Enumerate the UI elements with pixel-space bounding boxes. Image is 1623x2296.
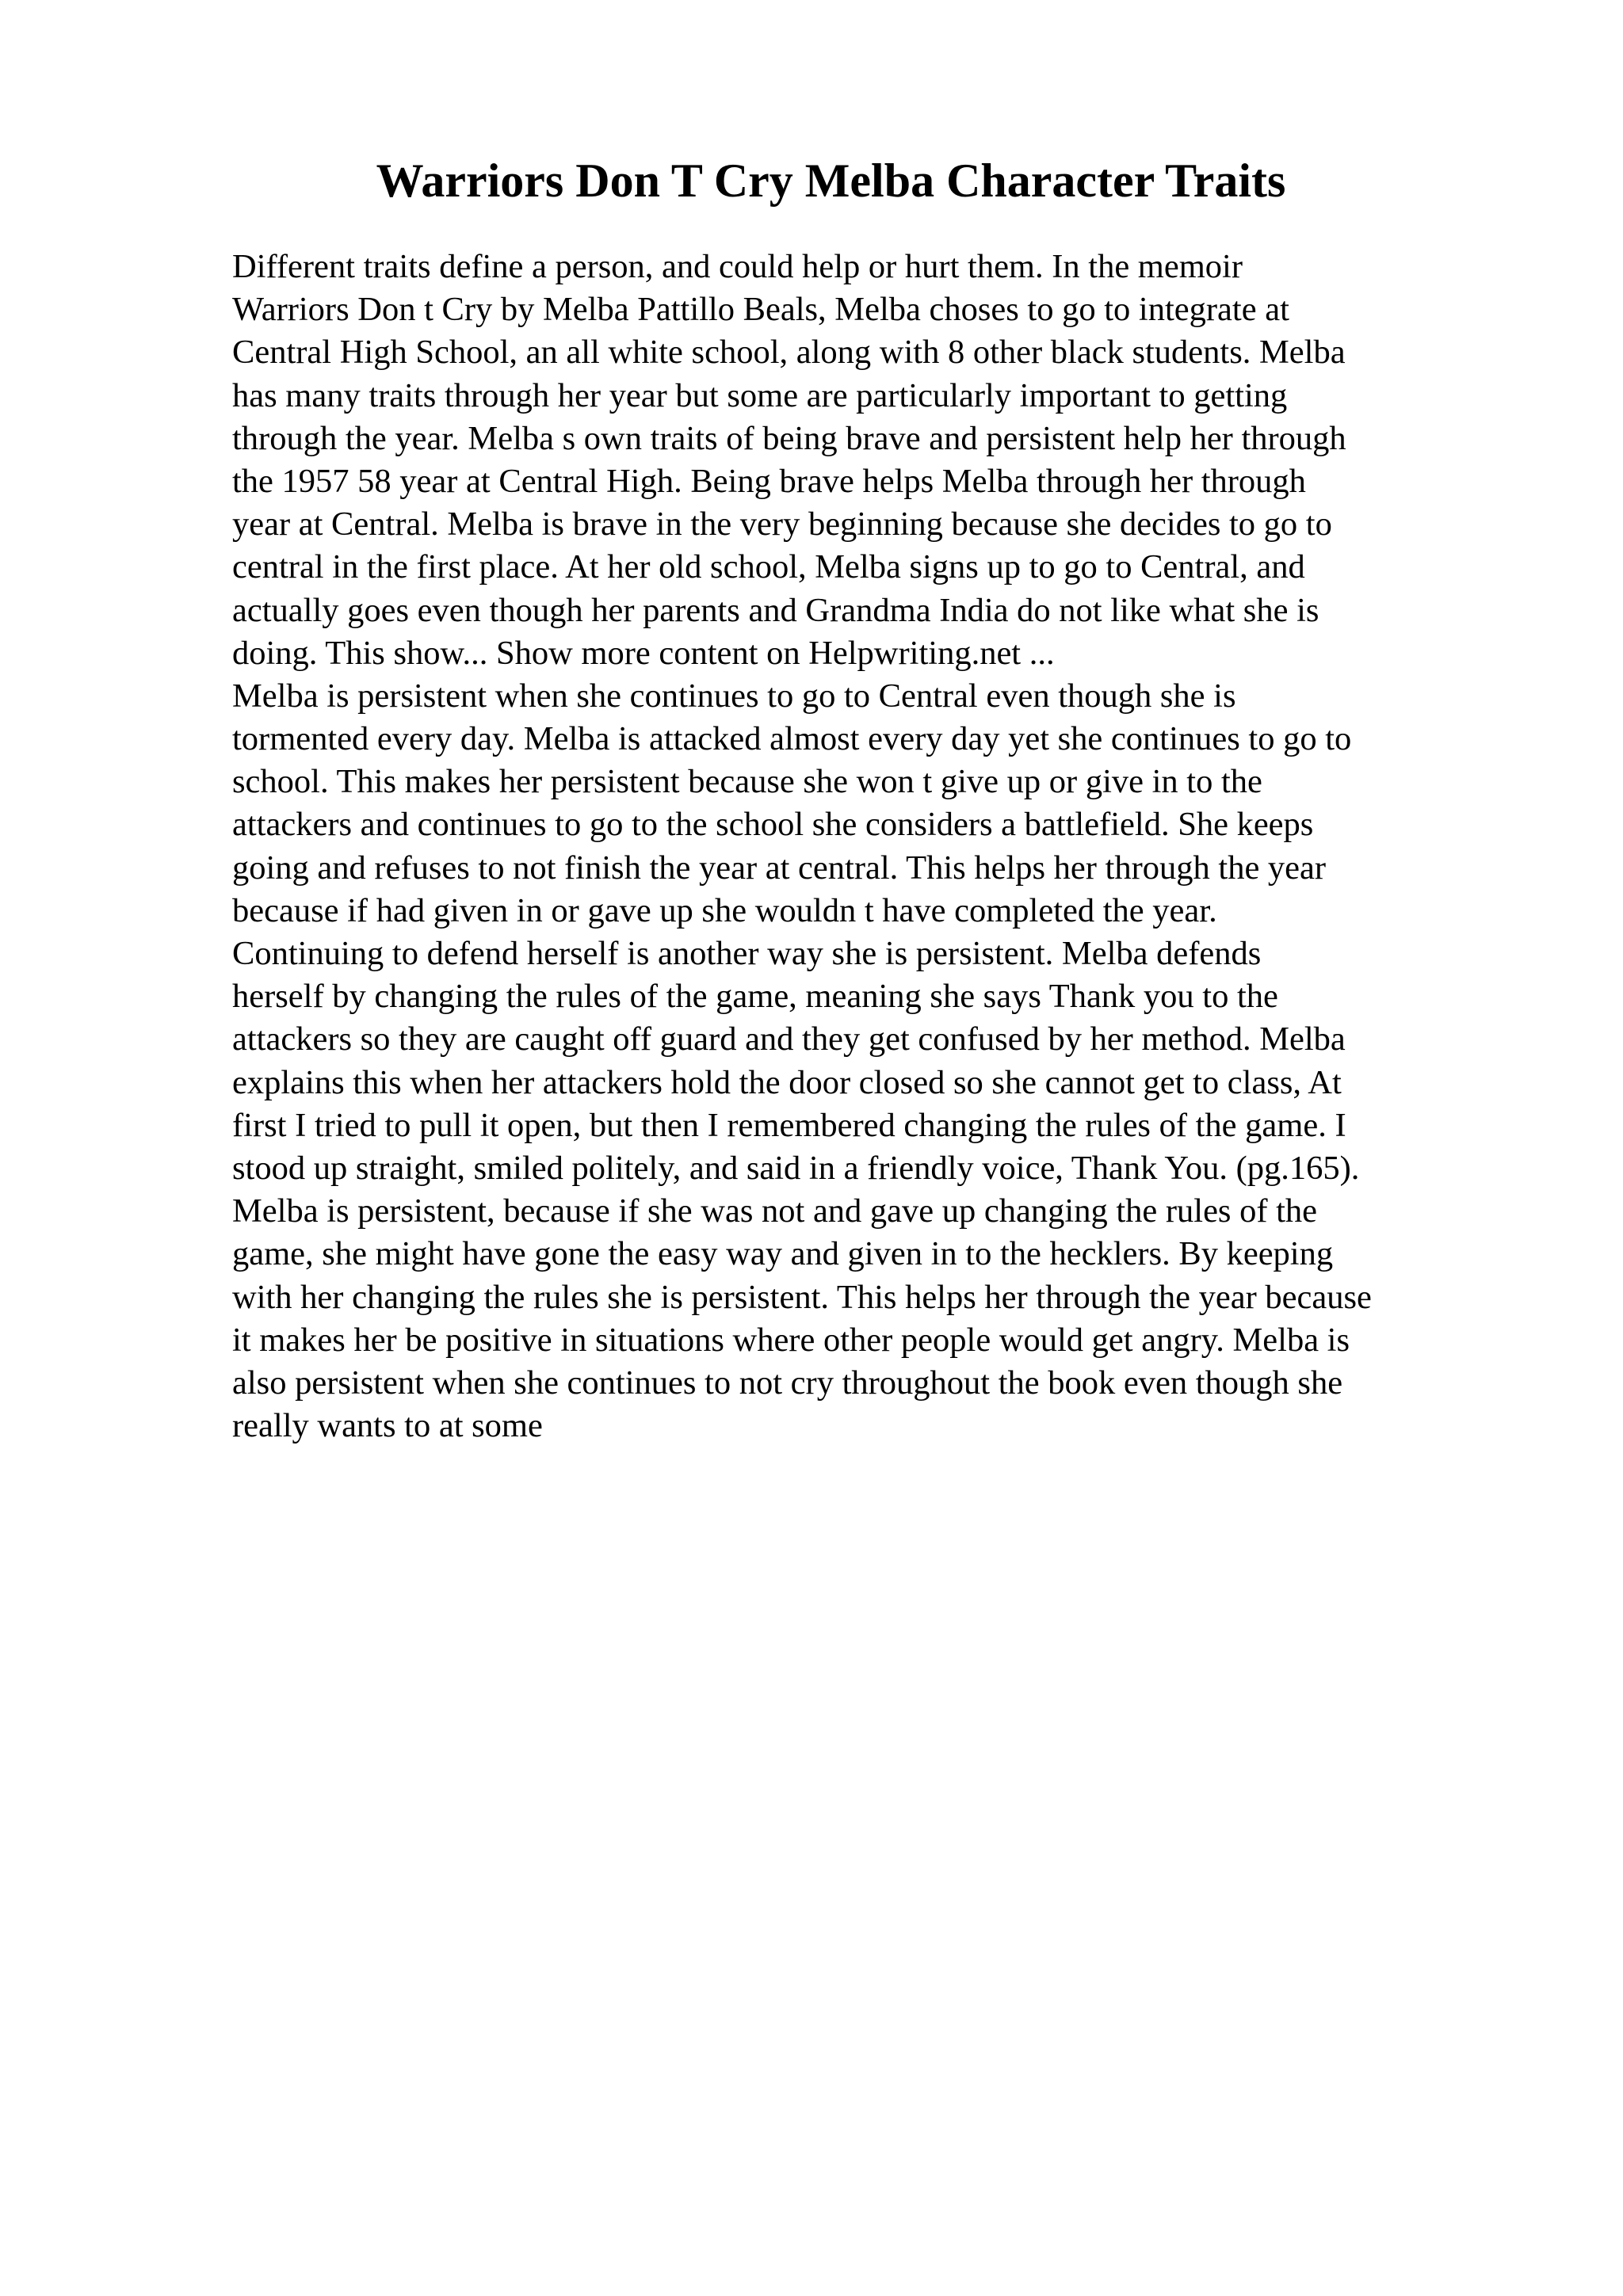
body-line: also persistent when she continues to not cry throughout the book even though she bbox=[232, 1363, 1343, 1402]
body-line: really wants to at some bbox=[232, 1407, 543, 1445]
body-line: it makes her be positive in situations where other people would get angry. Melba is bbox=[232, 1321, 1350, 1359]
body-line: central in the first place. At her old school, Melba signs up to go to Central, and bbox=[232, 548, 1305, 586]
body-line: the 1957 58 year at Central High. Being brave helps Melba through her through bbox=[232, 462, 1306, 500]
body-line: year at Central. Melba is brave in the very beginning because she decides to go to bbox=[232, 505, 1332, 543]
body-line: Continuing to defend herself is another way she is persistent. Melba defends bbox=[232, 935, 1262, 972]
body-line: Warriors Don t Cry by Melba Pattillo Beals, Melba choses to go to integrate at bbox=[232, 291, 1289, 329]
body-line: attackers so they are caught off guard and they get confused by her method. Melba bbox=[232, 1020, 1346, 1058]
body-line: doing. This show... Show more content on Helpwriting.net ... bbox=[232, 634, 1055, 672]
body-line: explains this when her attackers hold the door closed so she cannot get to class, At bbox=[232, 1063, 1342, 1101]
body-line: game, she might have gone the easy way and given in to the hecklers. By keeping bbox=[232, 1235, 1334, 1273]
body-line: Different traits define a person, and could help or hurt them. In the memoir bbox=[232, 248, 1243, 285]
body-line: with her changing the rules she is persistent. This helps her through the year because bbox=[232, 1278, 1372, 1316]
body-line: through the year. Melba s own traits of being brave and persistent help her through bbox=[232, 419, 1346, 457]
body-line: going and refuses to not finish the year at central. This helps her through the year bbox=[232, 849, 1327, 887]
body-line: tormented every day. Melba is attacked almost every day yet she continues to go to bbox=[232, 720, 1352, 758]
body-line: Melba is persistent, because if she was not and gave up changing the rules of the bbox=[232, 1192, 1318, 1230]
body-line: Central High School, an all white school, along with 8 other black students. Melba bbox=[232, 334, 1346, 372]
body-line: school. This makes her persistent because she won t give up or give in to the bbox=[232, 763, 1262, 801]
body-line: stood up straight, smiled politely, and said in a friendly voice, Thank You. (pg.165). bbox=[232, 1149, 1360, 1187]
body-line: has many traits through her year but some are particularly important to getting bbox=[232, 376, 1288, 414]
body-line: first I tried to pull it open, but then I remembered changing the rules of the game. I bbox=[232, 1106, 1346, 1144]
body-line: Melba is persistent when she continues to go to Central even though she is bbox=[232, 677, 1236, 715]
body-line: herself by changing the rules of the game, meaning she says Thank you to the bbox=[232, 978, 1278, 1016]
body-line: actually goes even though her parents and Grandma India do not like what she is bbox=[232, 591, 1319, 629]
body-line: attackers and continues to go to the school she considers a battlefield. She keeps bbox=[232, 806, 1314, 844]
body-line: because if had given in or gave up she wouldn t have completed the year. bbox=[232, 891, 1217, 929]
document-title: Warriors Don T Cry Melba Character Traits bbox=[376, 154, 1286, 207]
document-body bbox=[232, 246, 1500, 1447]
